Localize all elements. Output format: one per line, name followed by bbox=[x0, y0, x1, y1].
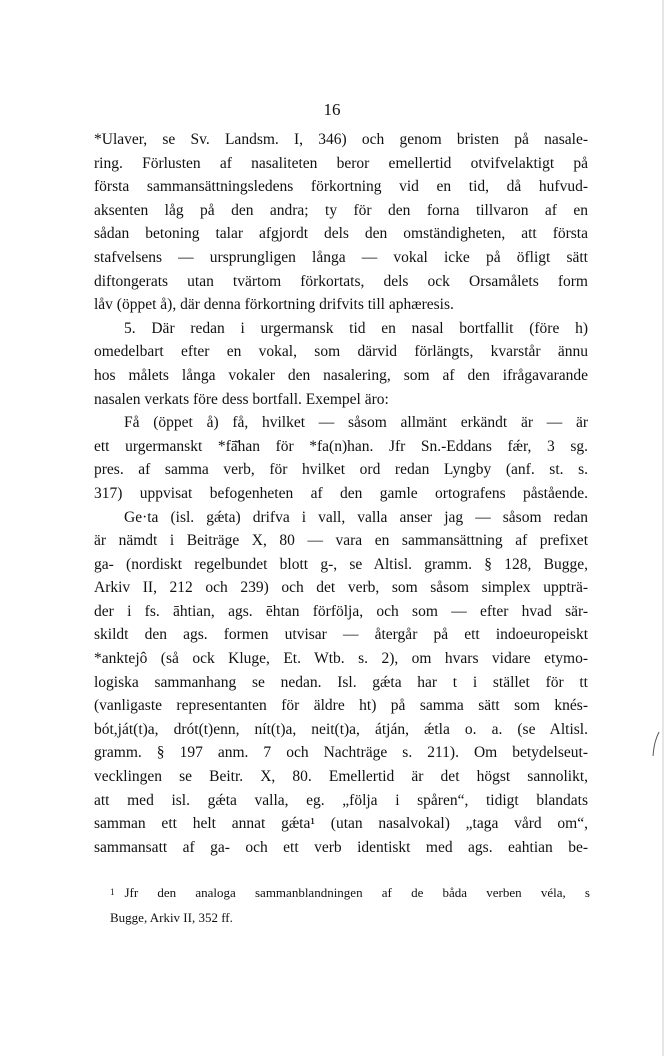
body-text bbox=[94, 128, 588, 859]
text-line: Få (öppet å) få, hvilket — såsom allmänt erkändt är — är bbox=[124, 414, 588, 432]
text-line: pres. af samma verb, för hvilket ord redan Lyngby (anf. st. s. bbox=[94, 461, 588, 479]
footnote-line bbox=[110, 880, 590, 905]
text-line: bót,ját(t)a, drót(t)enn, nít(t)a, neit(t)a, átján, ǽtla o. a. (se Altisl. bbox=[94, 720, 588, 738]
text-line: diftongerats utan tvärtom förkortats, dels ock Orsamålets form bbox=[94, 272, 588, 290]
text-line: låv (öppet å), där denna förkortning drifvits till aphæresis. bbox=[94, 296, 454, 314]
text-line: första sammansättningsledens förkortning vid en tid, då hufvud- bbox=[94, 178, 588, 196]
text-line: ring. Förlusten af nasaliteten beror emellertid otvifvelaktigt på bbox=[94, 154, 588, 172]
text-line: 317) uppvisat befogenheten af den gamle ortografens påstående. bbox=[94, 484, 588, 502]
text-line: stafvelsens — ursprungligen långa — vokal icke på öfligt sätt bbox=[94, 248, 588, 266]
text-line: att med isl. gǽta valla, eg. „följa i spåren“, tidigt blandats bbox=[94, 791, 588, 809]
text-line: Arkiv II, 212 och 239) och det verb, som såsom simplex uppträ- bbox=[94, 579, 588, 597]
page-number: 16 bbox=[323, 100, 341, 119]
text-line: ga- (nordiskt regelbundet blott g-, se Altisl. gramm. § 128, Bugge, bbox=[94, 555, 588, 573]
text-line: vecklingen se Beitr. X, 80. Emellertid är det högst sannolikt, bbox=[94, 768, 588, 786]
text-line: är nämdt i Beiträge X, 80 — vara en sammansättning af prefixet bbox=[94, 532, 588, 550]
text-line: gramm. § 197 anm. 7 och Nachträge s. 211). Om betydelseut- bbox=[94, 744, 588, 762]
text-line: hos målets långa vokaler den nasalering, som af den ifrågavarande bbox=[94, 366, 588, 384]
footnote-line: Bugge, Arkiv II, 352 ff. bbox=[110, 910, 233, 925]
text-line: *Ulaver, se Sv. Landsm. I, 346) och genom bristen på nasale- bbox=[94, 131, 588, 148]
text-line: (vanligaste representanten för äldre ht) på samma sätt som knés- bbox=[94, 697, 588, 715]
text-line: sådan betoning talar afgjordt dels den omständigheten, att första bbox=[94, 225, 588, 243]
text-line: nasalen verkats före dess bortfall. Exempel äro: bbox=[94, 390, 389, 408]
footnote-text: Jfr den analoga sammanblandningen af de båda verben véla, s bbox=[124, 885, 590, 900]
text-line: skildt den ags. formen utvisar — återgår på ett indoeuropeiskt bbox=[94, 626, 588, 644]
text-line: der i fs. āhtian, ags. ēhtan förfölja, och som — efter hvad sär- bbox=[94, 602, 588, 620]
text-line: ett urgermanskt *fā̆han för *fa(n)han. Jfr Sn.-Eddans fǽr, 3 sg. bbox=[94, 437, 588, 455]
footnote-marker: 1 bbox=[110, 887, 115, 897]
text-line: aksenten låg på den andra; ty för den forna tillvaron af en bbox=[94, 201, 588, 219]
text-line: 5. Där redan i urgermansk tid en nasal bortfallit (före h) bbox=[124, 319, 588, 337]
text-line: *anktejô (så ock Kluge, Et. Wtb. s. 2), om hvars vidare etymo- bbox=[94, 650, 588, 668]
text-line: sammansatt af ga- och ett verb identiskt med ags. eahtian be- bbox=[94, 838, 588, 856]
text-line: samman ett helt annat gǽta¹ (utan nasalvokal) „taga vård om“, bbox=[94, 815, 588, 833]
pencil-mark-icon bbox=[650, 730, 662, 760]
text-line: Ge·ta (isl. gǽta) drifva i vall, valla anser jag — såsom redan bbox=[124, 508, 588, 526]
text-line: logiska sammanhang se nedan. Isl. gǽta har t i stället för tt bbox=[94, 673, 588, 691]
footnote bbox=[110, 880, 590, 930]
text-line: omedelbart efter en vokal, som därvid förlängts, kvarstår ännu bbox=[94, 343, 588, 361]
